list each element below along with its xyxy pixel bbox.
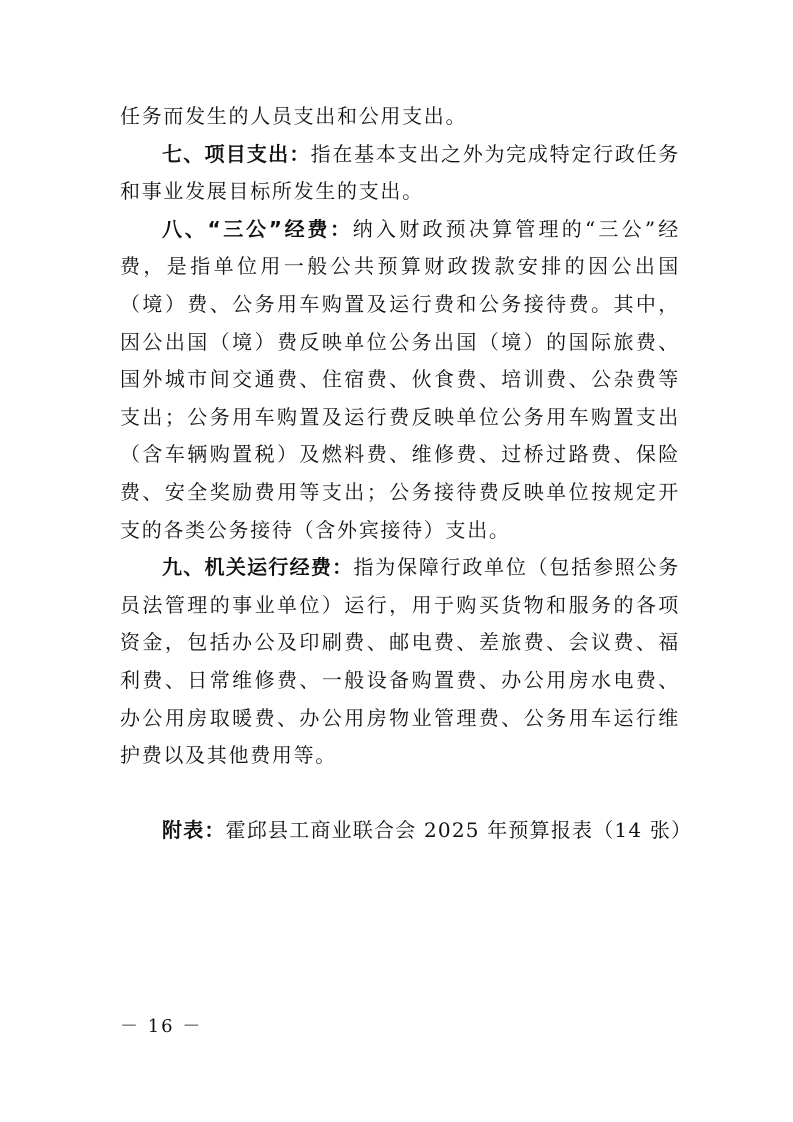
paragraph-three-public-expenses <box>120 211 680 549</box>
paragraph-project-expenditure <box>120 136 680 211</box>
section-heading-project-expenditure: 七、项目支出： <box>162 141 311 166</box>
paragraph-text: 任务而发生的人员支出和公用支出。 <box>120 104 468 128</box>
section-heading-agency-operating-expenses: 九、机关运行经费： <box>162 555 354 580</box>
paragraph-agency-operating-expenses <box>120 549 680 775</box>
paragraph-text-agency-operating-expenses: 指为保障行政单位（包括参照公务员法管理的事业单位）运行，用于购买货物和服务的各项资金，包括办公及印刷费、邮电费、差旅费、会议费、福利费、日常维修费、一般设备购置费、办公用房水电费、办公用房取暖费、办公用房物业管理费、公务用车运行维护费以及其他费用等。 <box>120 555 680 768</box>
paragraph-text-project-expenditure: 指在基本支出之外为完成特定行政任务和事业发展目标所发生的支出。 <box>120 141 680 204</box>
document-body <box>120 98 680 775</box>
attachment-label: 附表： <box>162 818 226 842</box>
paragraph-continuation <box>120 98 680 136</box>
section-heading-three-public-expenses: 八、“三公”经费： <box>162 216 353 241</box>
page-number: － 16 － <box>120 1016 203 1037</box>
attachment-line <box>162 812 702 849</box>
attachment-text: 霍邱县工商业联合会 2025 年预算报表（14 张） <box>225 818 693 842</box>
paragraph-text-three-public-expenses: 纳入财政预决算管理的“三公”经费，是指单位用一般公共预算财政拨款安排的因公出国（境）费、公务用车购置及运行费和公务接待费。其中，因公出国（境）费反映单位公务出国（境）的国际旅费、国外城市间交通费、住宿费、伙食费、培训费、公杂费等支出；公务用车购置及运行费反映单位公务用车购置支出（含车辆购置税）及燃料费、维修费、过桥过路费、保险费、安全奖励费用等支出；公务接待费反映单位按规定开支的各类公务接待（含外宾接待）支出。 <box>120 216 681 542</box>
